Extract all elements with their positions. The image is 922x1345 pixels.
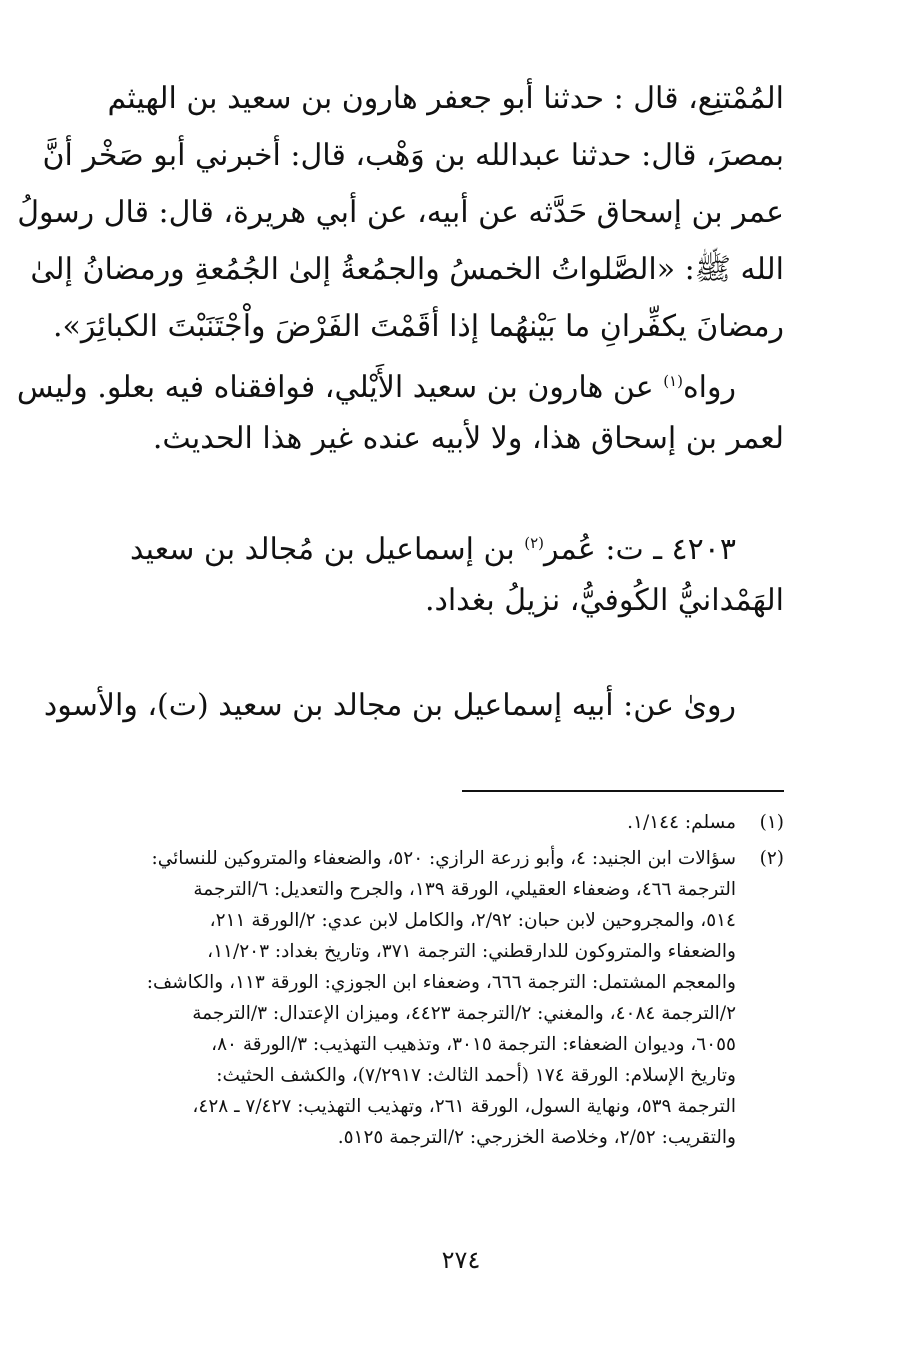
- footnote-line: وتاريخ الإسلام: الورقة ١٧٤ (أحمد الثالث: ٧/٢٩١٧)، والكشف الحثيث:: [216, 1065, 736, 1086]
- footnote-text: سؤالات ابن الجنيد: ٤، وأبو زرعة الرازي: ٥٢٠، والضعفاء والمتروكين للنسائي:: [151, 848, 736, 869]
- footnote-line: ٥١٤، والمجروحين لابن حبان: ٢/٩٢، والكامل لابن عدي: ٢/الورقة ٢١١،: [209, 910, 736, 931]
- footnote-number: (٢): [759, 848, 784, 869]
- footnote-line: والمعجم المشتمل: الترجمة ٦٦٦، وضعفاء ابن الجوزي: الورقة ١١٣، والكاشف:: [146, 972, 736, 993]
- footnote-number: (١): [759, 812, 784, 833]
- footnote-line: ٢/الترجمة ٤٠٨٤، والمغني: ٢/الترجمة ٤٤٢٣، وميزان الإعتدال: ٣/الترجمة: [192, 1003, 736, 1024]
- text-line: الله ﷺ: «الصَّلواتُ الخمسُ والجمُعةُ إلىٰ الجُمُعةِ ورمضانُ إلىٰ: [30, 252, 784, 287]
- text-line: رمضانَ يكفِّرانِ ما بَيْنهُما إذا أقَمْتَ الفَرْضَ واْجْتَنَبْتَ الكبائِرَ».: [52, 309, 784, 344]
- footnote-line: والتقريب: ٢/٥٢، وخلاصة الخزرجي: ٢/الترجمة ٥١٢٥.: [337, 1127, 736, 1148]
- narration-paragraph: [16, 353, 784, 467]
- text-segment: عن هارون بن سعيد الأَيْلي، فوافقناه فيه بعلو. وليس: [16, 370, 664, 405]
- text-segment: بن إسماعيل بن مُجالد بن سعيد: [129, 532, 525, 567]
- text-line: لعمر بن إسحاق هذا، ولا لأبيه عنده غير هذا الحديث.: [152, 421, 784, 456]
- footnote-text: مسلم: ١/١٤٤.: [627, 812, 736, 833]
- footnote-marker-2: (٢): [524, 534, 544, 552]
- text-line: [16, 353, 784, 410]
- footnote-separator: [462, 790, 784, 792]
- text-line: [78, 515, 784, 572]
- hadith-paragraph: [17, 70, 784, 355]
- text-segment: روىٰ عن: أبيه إسماعيل بن مجالد بن سعيد (ت)، والأسود: [43, 688, 736, 723]
- footnote-line: [78, 807, 784, 838]
- narrated-from-paragraph: [43, 677, 784, 734]
- text-line: الهَمْدانيُّ الكُوفيُّ، نزيلُ بغداد.: [424, 583, 784, 618]
- text-segment: رواه: [682, 370, 736, 405]
- footnote-line: الترجمة ٥٣٩، ونهاية السول، الورقة ٢٦١، وتهذيب التهذيب: ٧/٤٢٧ ـ ٤٢٨،: [192, 1096, 736, 1117]
- footnote-line: [78, 843, 784, 874]
- entry-heading: [78, 515, 784, 629]
- footnote-2: [78, 843, 784, 1153]
- entry-number: ٤٢٠٣ ـ ت: عُمر: [544, 532, 736, 567]
- page-number: ٢٧٤: [441, 1246, 481, 1274]
- footnote-1: [78, 807, 784, 838]
- footnote-line: ٦٠٥٥، وديوان الضعفاء: الترجمة ٣٠١٥، وتذهيب التهذيب: ٣/الورقة ٨٠،: [211, 1034, 736, 1055]
- footnote-marker-1: (١): [663, 372, 683, 390]
- text-line: [43, 677, 784, 734]
- footnote-line: والضعفاء والمتروكون للدارقطني: الترجمة ٣٧١، وتاريخ بغداد: ١١/٢٠٣،: [207, 941, 736, 962]
- text-line: المُمْتنِع، قال : حدثنا أبو جعفر هارون بن سعيد بن الهيثم: [107, 81, 784, 116]
- footnote-line: الترجمة ٤٦٦، وضعفاء العقيلي، الورقة ١٣٩، والجرح والتعديل: ٦/الترجمة: [193, 879, 736, 900]
- text-line: بمصرَ، قال: حدثنا عبدالله بن وَهْب، قال: أخبرني أبو صَخْر أنَّ: [42, 138, 784, 173]
- text-line: عمر بن إسحاق حَدَّثه عن أبيه، عن أبي هريرة، قال: قال رسولُ: [17, 195, 784, 230]
